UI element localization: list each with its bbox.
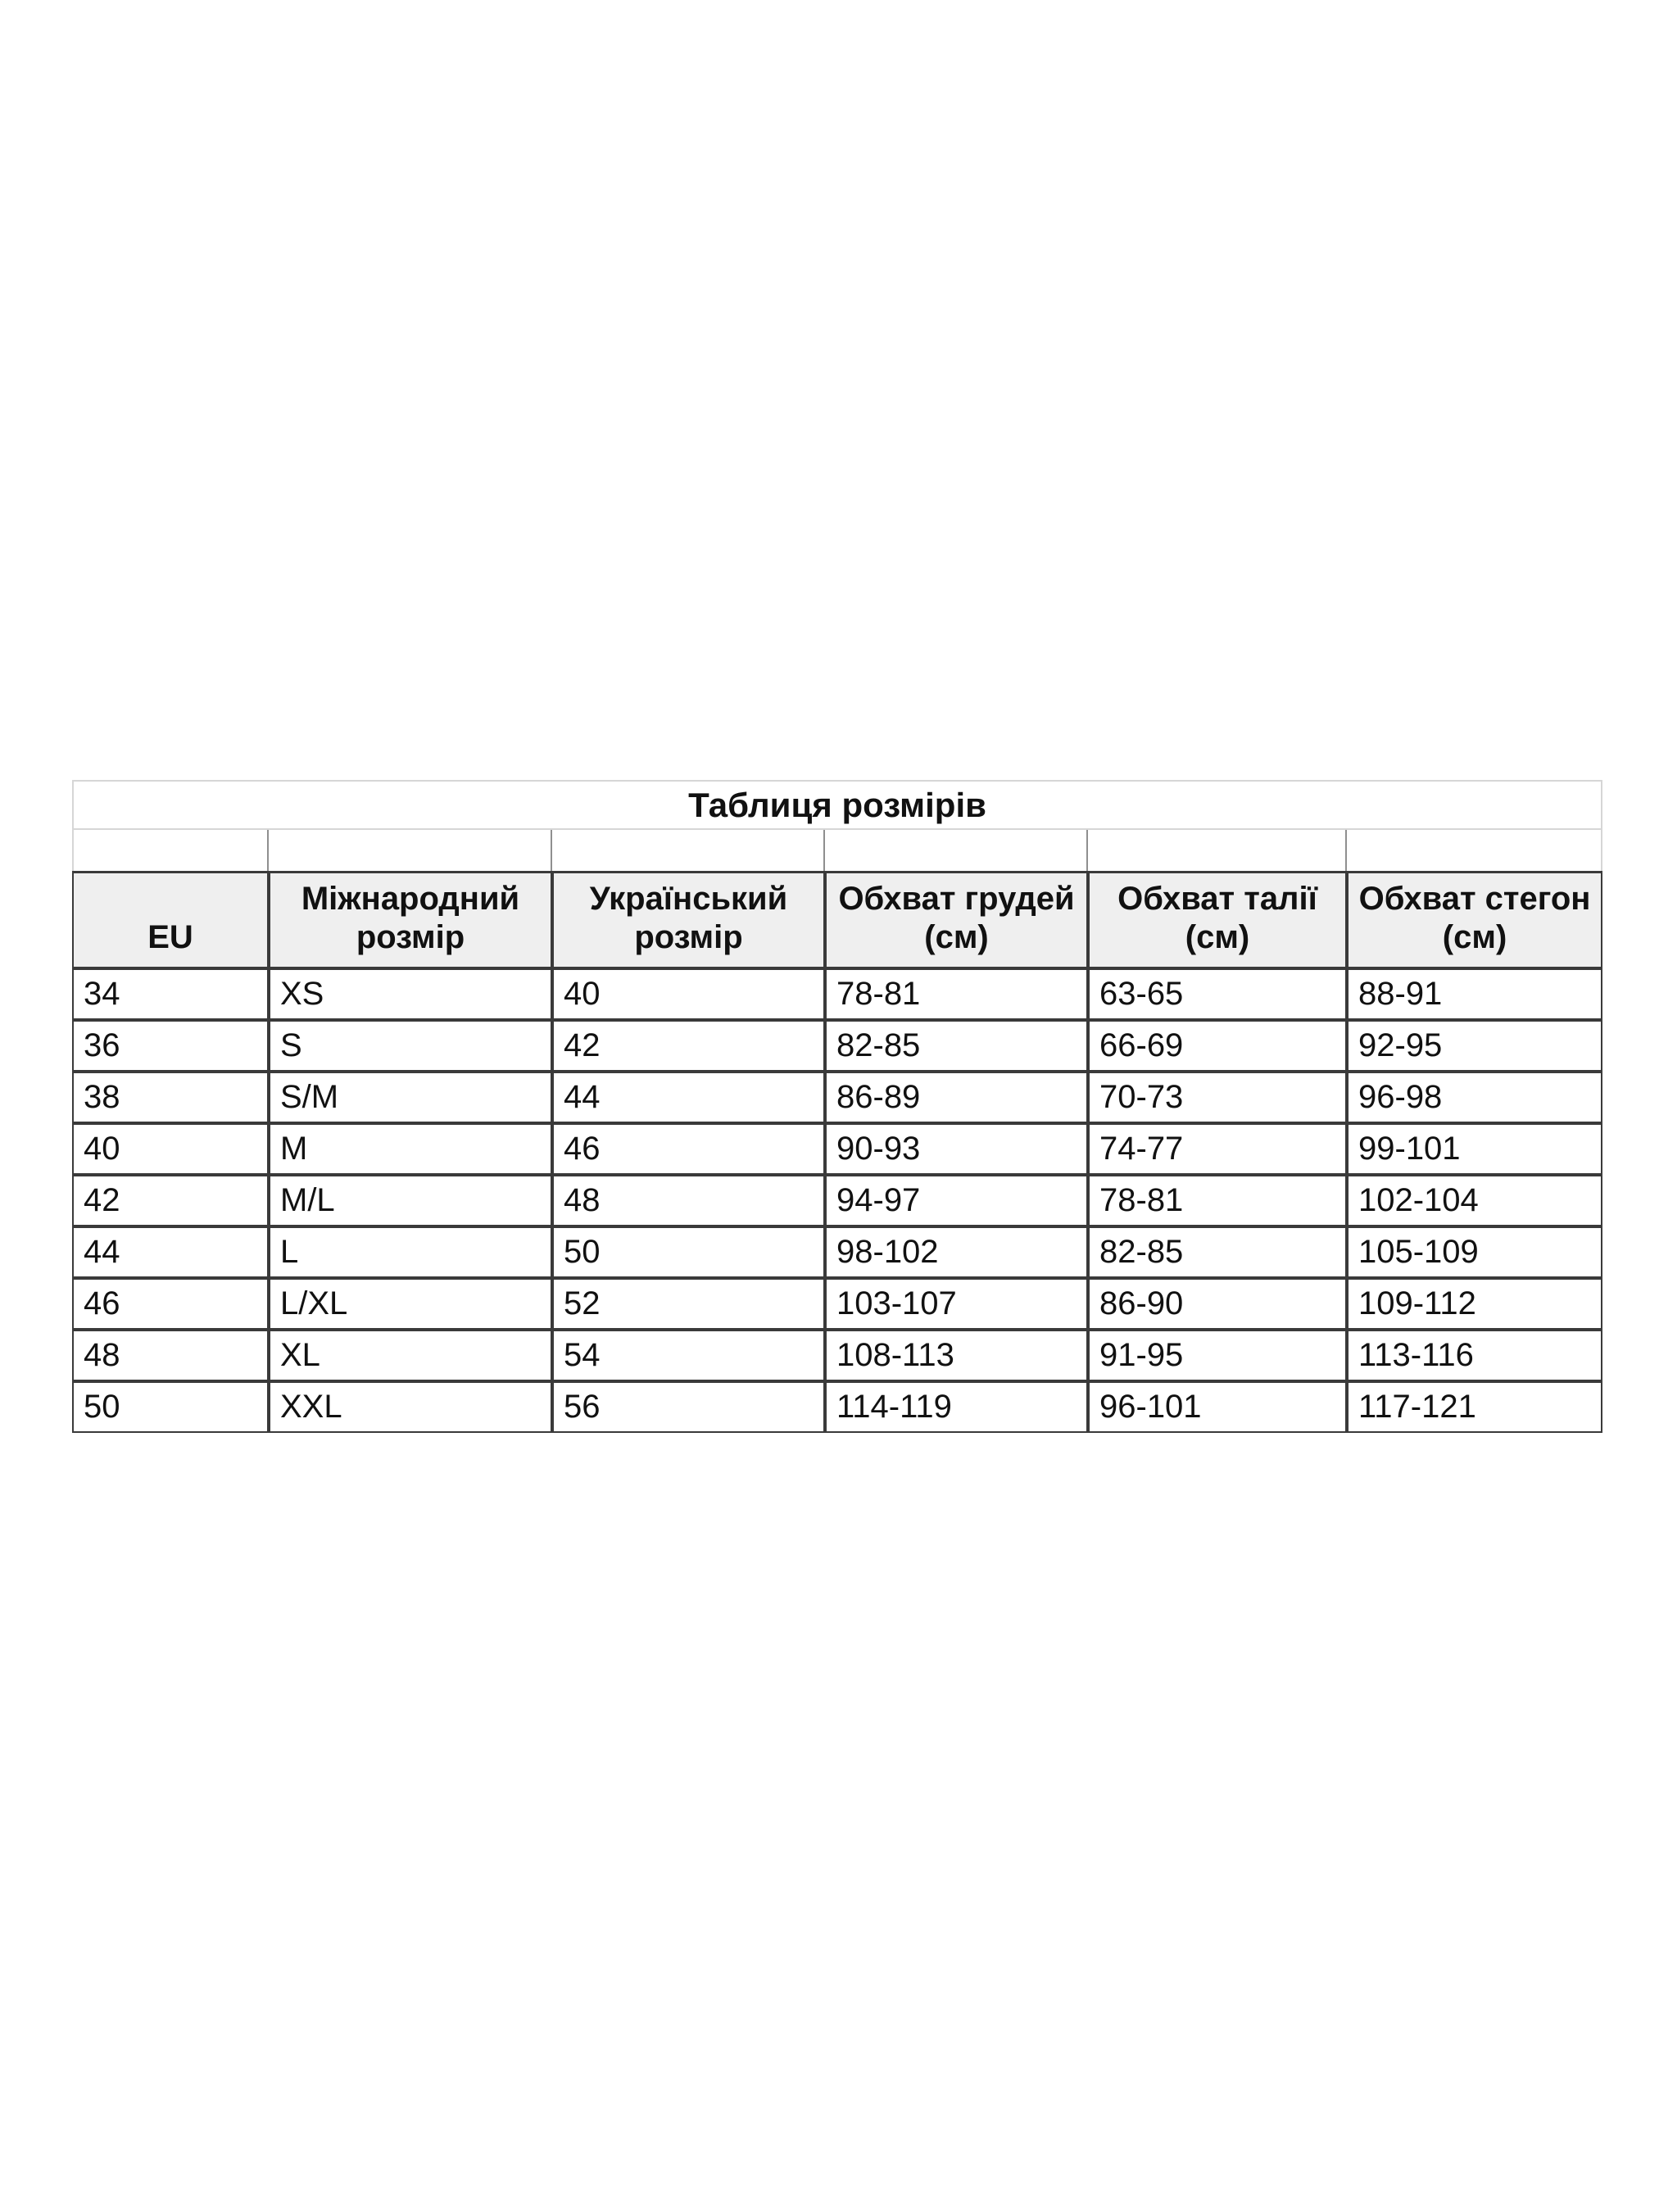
- cell-waist: 82-85: [1088, 1226, 1347, 1278]
- cell-eu: 46: [72, 1278, 269, 1330]
- spacer-cell: [269, 830, 552, 871]
- cell-international: L/XL: [269, 1278, 552, 1330]
- cell-waist: 74-77: [1088, 1123, 1347, 1175]
- header-row: [72, 871, 1602, 968]
- table-title: Таблиця розмірів: [72, 780, 1602, 830]
- cell-eu: 34: [72, 968, 269, 1020]
- spacer-cell: [552, 830, 825, 871]
- cell-chest: 82-85: [825, 1020, 1088, 1072]
- cell-international: S: [269, 1020, 552, 1072]
- size-chart: [72, 780, 1602, 1433]
- table-row: [72, 1123, 1602, 1175]
- spacer-cell: [1088, 830, 1347, 871]
- table-row: [72, 1278, 1602, 1330]
- cell-waist: 63-65: [1088, 968, 1347, 1020]
- cell-chest: 98-102: [825, 1226, 1088, 1278]
- title-row: [72, 780, 1602, 830]
- cell-hips: 92-95: [1347, 1020, 1602, 1072]
- cell-waist: 91-95: [1088, 1330, 1347, 1381]
- cell-hips: 105-109: [1347, 1226, 1602, 1278]
- cell-ukrainian: 50: [552, 1226, 825, 1278]
- cell-eu: 42: [72, 1175, 269, 1226]
- cell-eu: 40: [72, 1123, 269, 1175]
- cell-ukrainian: 40: [552, 968, 825, 1020]
- cell-hips: 113-116: [1347, 1330, 1602, 1381]
- cell-international: XS: [269, 968, 552, 1020]
- cell-international: M: [269, 1123, 552, 1175]
- cell-ukrainian: 42: [552, 1020, 825, 1072]
- cell-chest: 86-89: [825, 1072, 1088, 1123]
- cell-chest: 114-119: [825, 1381, 1088, 1433]
- column-header-hips: Обхват стегон (см): [1347, 871, 1602, 968]
- column-header-eu: EU: [72, 871, 269, 968]
- table-row: [72, 1020, 1602, 1072]
- table-row: [72, 1330, 1602, 1381]
- table-row: [72, 1175, 1602, 1226]
- column-header-international-size: Міжнародний розмір: [269, 871, 552, 968]
- spacer-cell: [825, 830, 1088, 871]
- cell-eu: 36: [72, 1020, 269, 1072]
- cell-international: XL: [269, 1330, 552, 1381]
- cell-chest: 103-107: [825, 1278, 1088, 1330]
- cell-hips: 102-104: [1347, 1175, 1602, 1226]
- cell-waist: 78-81: [1088, 1175, 1347, 1226]
- column-header-waist: Обхват талії (см): [1088, 871, 1347, 968]
- cell-waist: 86-90: [1088, 1278, 1347, 1330]
- table-row: [72, 1072, 1602, 1123]
- cell-hips: 88-91: [1347, 968, 1602, 1020]
- table-row: [72, 968, 1602, 1020]
- column-header-ukrainian-size: Український розмір: [552, 871, 825, 968]
- cell-waist: 66-69: [1088, 1020, 1347, 1072]
- cell-chest: 108-113: [825, 1330, 1088, 1381]
- cell-hips: 109-112: [1347, 1278, 1602, 1330]
- cell-waist: 70-73: [1088, 1072, 1347, 1123]
- cell-eu: 50: [72, 1381, 269, 1433]
- table-row: [72, 1226, 1602, 1278]
- cell-hips: 96-98: [1347, 1072, 1602, 1123]
- cell-chest: 78-81: [825, 968, 1088, 1020]
- size-table: [72, 780, 1602, 1433]
- spacer-cell: [72, 830, 269, 871]
- cell-eu: 48: [72, 1330, 269, 1381]
- cell-ukrainian: 54: [552, 1330, 825, 1381]
- cell-hips: 99-101: [1347, 1123, 1602, 1175]
- cell-ukrainian: 52: [552, 1278, 825, 1330]
- cell-eu: 44: [72, 1226, 269, 1278]
- cell-international: L: [269, 1226, 552, 1278]
- cell-international: XXL: [269, 1381, 552, 1433]
- cell-ukrainian: 48: [552, 1175, 825, 1226]
- table-row: [72, 1381, 1602, 1433]
- cell-international: M/L: [269, 1175, 552, 1226]
- cell-chest: 90-93: [825, 1123, 1088, 1175]
- cell-international: S/M: [269, 1072, 552, 1123]
- cell-ukrainian: 56: [552, 1381, 825, 1433]
- column-header-chest: Обхват грудей (см): [825, 871, 1088, 968]
- cell-waist: 96-101: [1088, 1381, 1347, 1433]
- cell-eu: 38: [72, 1072, 269, 1123]
- cell-ukrainian: 46: [552, 1123, 825, 1175]
- cell-hips: 117-121: [1347, 1381, 1602, 1433]
- spacer-cell: [1347, 830, 1602, 871]
- spacer-row: [72, 830, 1602, 871]
- cell-chest: 94-97: [825, 1175, 1088, 1226]
- cell-ukrainian: 44: [552, 1072, 825, 1123]
